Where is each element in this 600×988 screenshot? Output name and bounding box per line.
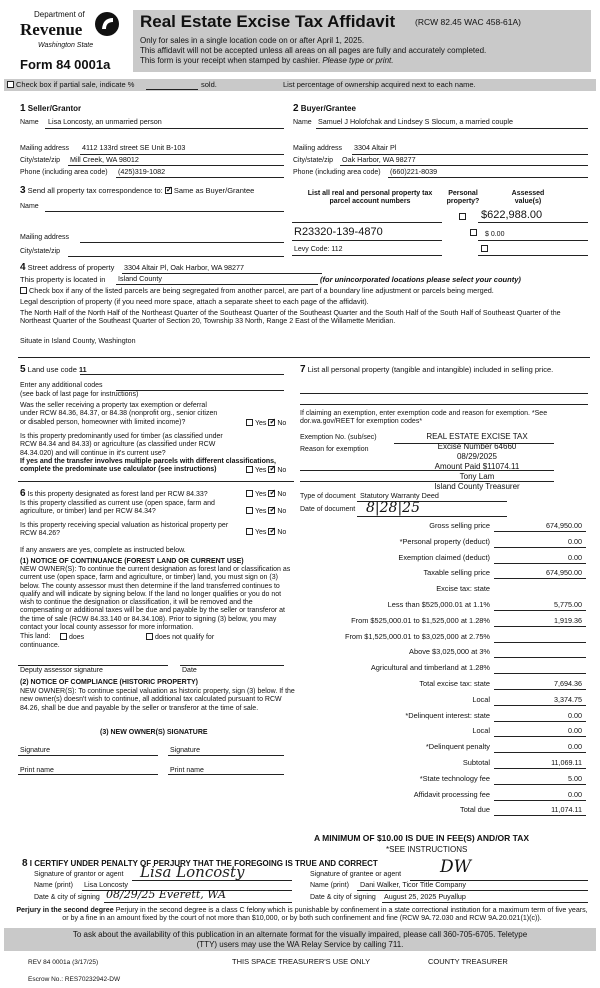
current-use-yes-checkbox[interactable] (246, 507, 253, 514)
seller-name-field[interactable]: Lisa Loncosty, an unmarried person (48, 117, 162, 126)
stamp-line-3: 08/29/2025 (456, 452, 498, 461)
exemption-question: Was the seller receiving a property tax exemption or deferral under RCW 84.36, 84.37, or 84.38 (nonprofit org., senior citizen or disabled person, homeowner with limited income)? (20, 402, 218, 426)
grantee-signature-label: Signature of grantee or agent (310, 871, 402, 878)
current-use-question: Is this property classified as current use (open space, farm and agriculture, or timber) land per RCW 84.34? (20, 500, 215, 516)
calc-row-line (494, 705, 586, 706)
land-use-line: 5 Land use code 11 (20, 364, 87, 375)
form-title: Real Estate Excise Tax Affidavit (140, 12, 396, 31)
certify-line: 8 I CERTIFY UNDER PENALTY OF PERJURY THAT THE FOREGOING IS TRUE AND CORRECT (22, 858, 378, 869)
grantor-signature[interactable]: Lisa Loncosty (140, 863, 245, 881)
personal-property-label: 7 List all personal property (tangible and intangible) included in selling price. (300, 364, 554, 375)
calc-row-label: Affidavit processing fee (413, 789, 490, 799)
forest-no-checkbox[interactable] (268, 490, 275, 497)
calc-row-label: Local (472, 694, 490, 704)
additional-codes-label: Enter any additional codes (20, 382, 103, 389)
stamp-line-4: Amount Paid $11074.11 (434, 462, 520, 471)
personal-checkbox-2[interactable] (470, 229, 477, 236)
historic-no-checkbox[interactable] (268, 528, 275, 535)
grantor-signature-label: Signature of grantor or agent (34, 871, 124, 878)
reason-label: Reason for exemption (300, 446, 369, 453)
seller-mail-field[interactable]: 4112 133rd street SE Unit B-103 (82, 143, 186, 152)
calc-row-line (494, 784, 586, 785)
grantee-date-label: Date & city of signing (310, 894, 376, 901)
continuance-label: continuance. (20, 642, 60, 649)
grantor-print-label: Name (print) (34, 882, 73, 889)
calc-row-line (494, 721, 586, 722)
levy-code: Levy Code: 112 (294, 246, 343, 253)
calc-row-label: From $1,525,000.01 to $3,025,000 at 2.75% (344, 631, 490, 641)
forest-yes-checkbox[interactable] (246, 490, 253, 497)
seller-phone-field[interactable]: (425)319-1082 (118, 167, 166, 176)
calc-row-label: *State technology fee (419, 773, 490, 783)
calc-row-label: Taxable selling price (423, 568, 490, 578)
notice-compliance-text: NEW OWNER(S): To continue special valuation as historic property, sign (3) below. If the new owner(s) doesn't wish to continue, all additional tax calculated pursuant to RCW 84.26, shall be due and payable by the seller or transferor at the time of sale. (20, 688, 295, 712)
grantor-date-field[interactable]: 08/29/25 Everett, WA (106, 888, 226, 901)
stamp-line-1: REAL ESTATE EXCISE TAX (426, 432, 528, 441)
calc-row-label: From $525,000.01 to $1,525,000 at 1.28% (351, 615, 490, 625)
calc-row-value[interactable]: 11,069.11 (551, 758, 582, 767)
calc-row-value[interactable]: 5,775.00 (554, 600, 582, 609)
timber-question: Is this property predominantly used for timber (as classified under RCW 84.34 and 84.33) or agriculture (as classified under RCW 84.34.020) and will continue in it's current use? (20, 433, 223, 457)
owner-signature-label-2: Signature (170, 747, 200, 754)
ownership-note: List percentage of ownership acquired next to each name. (283, 80, 476, 89)
parcel-header: List all real and personal property tax parcel account numbers (307, 190, 433, 206)
corr-city-label: City/state/zip (20, 248, 61, 255)
form-number: Form 84 0001a (20, 57, 111, 72)
doc-date-field[interactable]: 8|28|25 (366, 500, 420, 516)
corr-mail-label: Mailing address (20, 234, 70, 241)
buyer-mail-label: Mailing address (293, 145, 343, 152)
escrow-number: Escrow No.: RES70232942-DW (28, 976, 121, 983)
notice-line-2: This affidavit will not be accepted unless all areas on all pages are fully and accurately completed. (140, 46, 487, 55)
land-does-not-checkbox[interactable] (146, 633, 153, 640)
situate-note: Situate in Island County, Washington (20, 337, 136, 345)
grantee-print-field[interactable]: Dani Walker, Ticor Title Company (360, 880, 466, 889)
street-address-line: 4 Street address of property (20, 262, 115, 273)
stamp-line-6: Island County Treasurer (434, 482, 520, 491)
stamp-line-5: Tony Lam (459, 472, 495, 481)
county-field[interactable]: Island County (118, 274, 162, 283)
see-instructions-note: *SEE INSTRUCTIONS (386, 845, 468, 854)
calc-row-label: Total excise tax: state (419, 679, 490, 688)
form-rcw: (RCW 82.45 WAC 458-61A) (415, 17, 521, 27)
perjury-note: Perjury in the second degree Perjury in the second degree is a class C felony which is punishable by confinement in a state correctional institution for a maximum term of five years, or by a fine in an amount fixed by the court of not more than $10,000, or by both such confinement and fine (RCW 9A.72.030 and RCW 9A.20.021(1)(c)). (16, 906, 588, 923)
seller-city-field[interactable]: Mill Creek, WA 98012 (70, 155, 139, 164)
this-land-label: This land: (20, 633, 51, 640)
grantor-print-field[interactable]: Lisa Loncosty (84, 880, 128, 889)
notice-line-3: This form is your receipt when stamped by cashier. Please type or print. (140, 56, 394, 65)
buyer-city-field[interactable]: Oak Harbor, WA 98277 (342, 155, 416, 164)
historic-yes-checkbox[interactable] (246, 528, 253, 535)
grantee-signature[interactable]: DW (440, 857, 472, 877)
correspondence-label: 3 Send all property tax correspondence to: ✓ Same as Buyer/Grantee (20, 185, 254, 197)
calc-row-value[interactable]: 0.00 (568, 742, 582, 752)
calc-row-line (494, 657, 586, 658)
calc-row-value[interactable]: 674,950.00 (546, 568, 582, 578)
see-back-note: (see back of last page for instructions) (20, 391, 139, 398)
alt-format-line-2: (TTY) users may use the WA Relay Service by calling 711. (196, 940, 404, 949)
legal-description[interactable]: The North Half of the North Half of the Northeast Quarter of the Southeast Quarter of the Southeast Quarter and the South Half of the South Half of Southeast Quarter of the Northeast Quarter of the Southeast Quarter of Section 20, Township 33 North, Range 2 East of the Willamette Meridian. (20, 309, 561, 326)
rev-number: REV 84 0001a (3/17/25) (28, 959, 99, 966)
assessed-value-2[interactable]: $ 0.00 (485, 231, 505, 238)
calc-row-value[interactable]: 674,950.00 (546, 521, 582, 530)
exemption-instructions: If claiming an exemption, enter exemption code and reason for exemption. *See dor.wa.gov/REET for exemption codes* (300, 410, 548, 426)
buyer-mail-field[interactable]: 3304 Altair Pl (354, 143, 397, 152)
grantee-print-label: Name (print) (310, 882, 349, 889)
calc-row-value[interactable]: 0.00 (568, 726, 582, 736)
parcel-number-2[interactable]: R23320-139-4870 (294, 226, 383, 238)
notice-line-1: Only for sales in a single location code on or after April 1, 2025. (140, 36, 365, 45)
q2-yes-no: Yes ✓ No (246, 466, 286, 475)
calc-row-line (494, 815, 586, 816)
partial-sale-checkbox[interactable] (7, 81, 14, 88)
personal-checkbox-3[interactable] (481, 245, 488, 252)
county-label: This property is located in (20, 275, 106, 284)
state-label: Washington State (38, 42, 94, 49)
calc-row-label: Agricultural and timberland at 1.28% (370, 663, 490, 673)
multi-parcel-note: If yes and the transfer involves multiple parcels with different classifications, complete the predominate use calculator (see instructions) (20, 458, 276, 474)
seller-name-label: Name (20, 119, 39, 126)
treasurer-only-label: THIS SPACE TREASURER'S USE ONLY (232, 957, 371, 966)
seller-phone-label: Phone (including area code) (20, 169, 108, 176)
if-any-note: If any answers are yes, complete as instructed below. (20, 547, 186, 554)
deputy-date-label: Date (182, 667, 197, 674)
min-fee-note: A MINIMUM OF $10.00 IS DUE IN FEE(S) AND/OR TAX (314, 833, 530, 843)
calc-row-line (494, 800, 586, 801)
notice-continuance-heading: (1) NOTICE OF CONTINUANCE (FOREST LAND OR CURRENT USE) (20, 558, 244, 565)
calc-row-value[interactable]: 5.00 (568, 773, 582, 783)
same-as-buyer-checkbox[interactable] (165, 187, 172, 194)
current-use-no-checkbox[interactable] (268, 507, 275, 514)
corr-name-label: Name (20, 203, 39, 210)
calc-row-value[interactable]: 0.00 (568, 710, 582, 720)
revenue-logo-icon (94, 11, 120, 37)
buyer-phone-label: Phone (including area code) (293, 169, 381, 176)
buyer-heading: 2 Buyer/Grantee (293, 103, 356, 114)
calc-row-line (494, 689, 586, 690)
assessed-value-1[interactable]: $622,988.00 (481, 209, 543, 221)
alt-format-line-1: To ask about the availability of this publication in an alternate format for the visually impaired, please call 360-705-6705. Teletype (72, 930, 528, 939)
segregation-checkbox[interactable] (20, 287, 27, 294)
q2-no-checkbox[interactable] (268, 466, 275, 473)
calc-row-value[interactable]: 11,074.11 (551, 805, 582, 815)
q1-yes-no: Yes ✓ No (246, 419, 286, 428)
land-use-code[interactable]: 11 (78, 365, 87, 374)
property-address-field[interactable]: 3304 Altair Pl, Oak Harbor, WA 98277 (124, 263, 244, 272)
q1-no-checkbox[interactable] (268, 419, 275, 426)
calc-row-line (494, 531, 586, 532)
owner-print-label-1: Print name (20, 767, 54, 774)
land-does-checkbox[interactable] (60, 633, 67, 640)
segregation-line: Check box if any of the listed parcels are being segregated from another parcel, are part of a boundary line adjustment or parcels being merged. (20, 287, 494, 295)
buyer-name-label: Name (293, 119, 312, 126)
deputy-signature-label: Deputy assessor signature (20, 667, 103, 674)
calc-row-label: Local (472, 726, 490, 736)
calc-row-line (494, 578, 586, 579)
calc-row-label: *Delinquent interest: state (405, 710, 490, 720)
calc-row-label: *Delinquent penalty (425, 742, 490, 752)
revenue-logo-text: Revenue (20, 20, 83, 39)
historic-question: Is this property receiving special valuation as historical property per RCW 84.26? (20, 522, 229, 538)
owner-signature-label-1: Signature (20, 747, 50, 754)
calc-row-value[interactable]: 1,919.36 (554, 615, 582, 625)
seller-mail-label: Mailing address (20, 145, 70, 152)
stamp-line-2: Excise Number 64660 (437, 442, 517, 451)
calc-row-value[interactable]: 0.00 (568, 552, 582, 562)
unincorporated-note: (for unincorporated locations please select your county) (320, 275, 521, 284)
owner-print-label-2: Print name (170, 767, 204, 774)
calc-row-label: *Personal property (deduct) (399, 536, 490, 546)
calc-row-label: Total due (460, 805, 490, 815)
calc-row-line (494, 768, 586, 769)
buyer-phone-field[interactable]: (660)221-8039 (390, 167, 438, 176)
buyer-city-label: City/state/zip (293, 157, 334, 164)
calc-row-label: Less than $525,000.01 at 1.1% (387, 600, 490, 609)
calc-row-value[interactable]: 7,694.36 (554, 679, 582, 688)
calc-row-label: Gross selling price (429, 521, 490, 530)
personal-checkbox-1[interactable] (459, 213, 466, 220)
notice-continuance-text: NEW OWNER(S): To continue the current designation as forest land or classification as current use (open space, farm and agriculture, or timber) land, you must sign on (3) below. The county assessor must then determine if the land transferred continues to qualify and will indicate by signing below. If the land no longer qualifies or you do not wish to continue the designation or classification, it will be removed and the compensating or additional taxes will be due and payable by the seller or transferor at the time of sale (RCW 84.33.140 or 84.34.108). Prior to signing (3) below, you may contact your local county assessor for more information. (20, 566, 291, 631)
forest-question: 6 Is this property designated as forest land per RCW 84.33? (20, 488, 208, 499)
doc-type-label: Type of document (300, 493, 356, 500)
doc-type-field[interactable]: Statutory Warranty Deed (360, 491, 439, 500)
calc-row-line (494, 610, 586, 611)
calc-row-line (494, 563, 586, 564)
legal-description-label: Legal description of property (if you need more space, attach a separate sheet to each page of the affidavit). (20, 297, 369, 306)
calc-row-label: Subtotal (462, 758, 490, 767)
calc-row-line (494, 547, 586, 548)
sold-label: sold. (201, 80, 217, 89)
calc-row-line (494, 736, 586, 737)
grantee-date-field[interactable]: August 25, 2025 Puyallup (384, 892, 466, 901)
calc-row-label: Above $3,025,000 at 3% (409, 647, 490, 657)
calc-row-label: Exemption claimed (deduct) (398, 552, 490, 562)
county-treasurer-label: COUNTY TREASURER (428, 957, 508, 966)
notice-compliance-heading: (2) NOTICE OF COMPLIANCE (HISTORIC PROPERTY) (20, 679, 198, 686)
calc-row-value[interactable]: 0.00 (568, 789, 582, 799)
new-owner-signature-heading: (3) NEW OWNER(S) SIGNATURE (100, 729, 208, 736)
calc-row-line (494, 626, 586, 627)
perjury-note-lead: Perjury in the second degree (16, 906, 114, 914)
seller-heading: 1 Seller/Grantor (20, 103, 82, 114)
seller-city-label: City/state/zip (20, 157, 61, 164)
buyer-name-field[interactable]: Samuel J Holofchak and Lindsey S Slocum, a married couple (318, 117, 513, 126)
grantor-date-label: Date & city of signing (34, 894, 100, 901)
assessed-header: Assessed value(s) (511, 190, 545, 206)
calc-row-value[interactable]: 3,374.75 (554, 694, 582, 704)
doc-date-label: Date of document (300, 506, 356, 513)
calc-row-line (494, 642, 586, 643)
personal-header: Personal property? (446, 190, 480, 206)
calc-row-label: Excise tax: state (436, 584, 490, 594)
calc-row-line (494, 673, 586, 674)
exemption-number-label: Exemption No. (sub/sec) (300, 434, 377, 441)
dept-label: Department of (34, 10, 85, 19)
calc-row-line (494, 752, 586, 753)
partial-sale-line: Check box if partial sale, indicate % (7, 81, 134, 90)
calc-row-value[interactable]: 0.00 (568, 536, 582, 546)
